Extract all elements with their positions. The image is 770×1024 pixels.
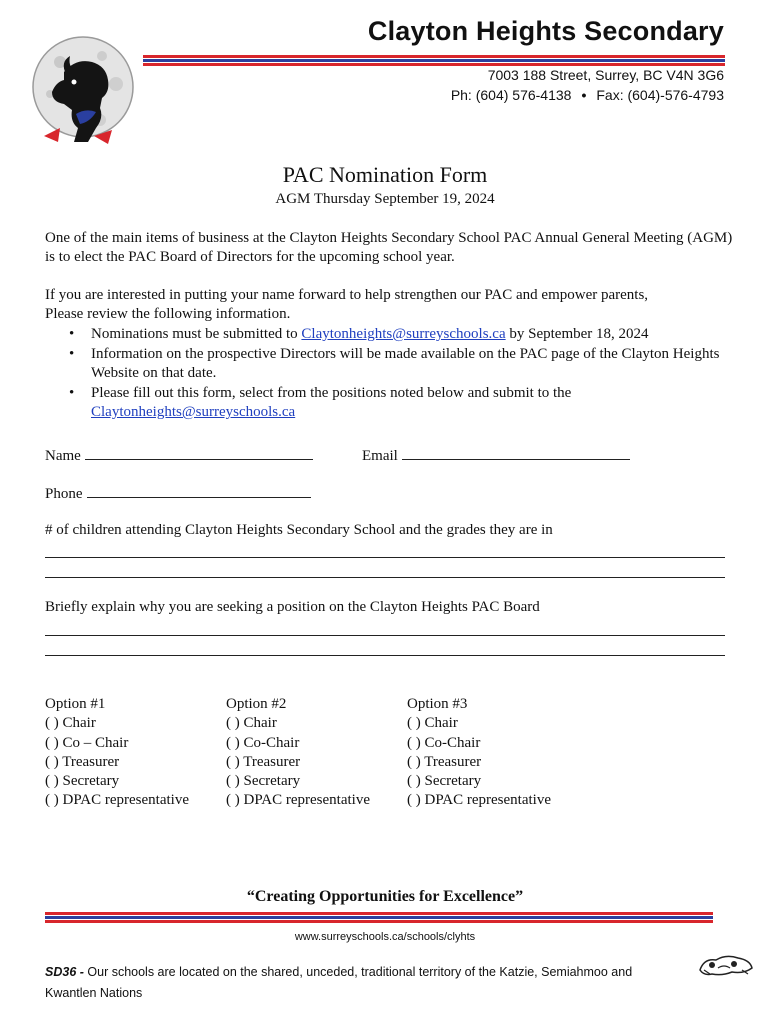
option-co-chair[interactable]: ( ) Co-Chair	[407, 734, 481, 751]
option-heading: Option #3	[407, 696, 468, 712]
option-dpac[interactable]: ( ) DPAC representative	[226, 792, 370, 809]
email-link[interactable]: Claytonheights@surreyschools.ca	[91, 404, 296, 420]
children-input-line-2[interactable]	[45, 577, 725, 578]
phone-number: Ph: (604) 576-4138	[450, 87, 572, 103]
list-item	[66, 384, 736, 423]
territory-acknowledgement	[45, 962, 705, 1004]
info-bullet-list	[66, 325, 736, 423]
phone-label: Phone	[45, 486, 83, 502]
option-1-column	[45, 695, 189, 811]
interest-paragraph	[45, 286, 735, 324]
separator-bullet: •	[581, 87, 587, 103]
school-name: Clayton Heights Secondary	[367, 16, 724, 46]
option-treasurer[interactable]: ( ) Treasurer	[407, 753, 482, 770]
option-secretary[interactable]: ( ) Secretary	[45, 773, 120, 790]
fax-number: Fax: (604)-576-4793	[596, 87, 724, 103]
option-chair[interactable]: ( ) Chair	[407, 715, 458, 732]
form-subtitle: AGM Thursday September 19, 2024	[275, 191, 495, 207]
form-title: PAC Nomination Form	[282, 162, 488, 187]
option-2-column	[226, 695, 370, 811]
interest-line-1: If you are interested in putting your name forward to help strengthen our PAC and empower parents,	[45, 287, 649, 303]
option-3-column	[407, 695, 551, 811]
indigenous-art-icon	[696, 952, 754, 978]
territory-line-2: Kwantlen Nations	[45, 986, 143, 1000]
option-chair[interactable]: ( ) Chair	[226, 715, 277, 732]
moon-horse-logo-icon	[30, 32, 136, 150]
email-field[interactable]	[362, 445, 630, 465]
bullet-text: Please fill out this form, select from the positions noted below and submit to the	[91, 384, 572, 401]
bullet-text: Information on the prospective Directors will be made available on the PAC page of the Clayton Heights Website on that date.	[91, 345, 720, 381]
interest-line-2: Please review the following information.	[45, 306, 291, 322]
name-field[interactable]	[45, 445, 313, 465]
option-co-chair[interactable]: ( ) Co-Chair	[226, 734, 300, 751]
sd36-label: SD36 -	[45, 965, 84, 979]
explain-input-line-1[interactable]	[45, 635, 725, 636]
school-motto: “Creating Opportunities for Excellence”	[246, 888, 524, 905]
email-link[interactable]: Claytonheights@surreyschools.ca	[301, 326, 506, 342]
website-url: www.surreyschools.ca/schools/clyhts	[294, 931, 476, 943]
intro-paragraph: One of the main items of business at the Clayton Heights Secondary School PAC Annual General Meeting (AGM) is to elect the PAC Board of Directors for the upcoming school year.	[45, 230, 733, 265]
phone-input-line[interactable]	[87, 483, 311, 498]
bullet-text: Nominations must be submitted to	[91, 326, 302, 342]
email-input-line[interactable]	[402, 445, 630, 460]
option-treasurer[interactable]: ( ) Treasurer	[226, 753, 301, 770]
name-label: Name	[45, 448, 81, 464]
explain-input-line-2[interactable]	[45, 655, 725, 656]
school-contact	[451, 87, 724, 103]
phone-field[interactable]	[45, 483, 311, 503]
name-input-line[interactable]	[85, 445, 313, 460]
option-treasurer[interactable]: ( ) Treasurer	[45, 753, 120, 770]
option-chair[interactable]: ( ) Chair	[45, 715, 96, 732]
email-label: Email	[362, 448, 398, 464]
children-input-line-1[interactable]	[45, 557, 725, 558]
option-secretary[interactable]: ( ) Secretary	[226, 773, 301, 790]
list-item	[66, 325, 736, 345]
school-address: 7003 188 Street, Surrey, BC V4N 3G6	[487, 67, 724, 83]
bullet-text: by September 18, 2024	[505, 326, 649, 342]
option-heading: Option #2	[226, 696, 287, 712]
option-dpac[interactable]: ( ) DPAC representative	[407, 792, 551, 809]
option-secretary[interactable]: ( ) Secretary	[407, 773, 482, 790]
option-dpac[interactable]: ( ) DPAC representative	[45, 792, 189, 809]
children-label: # of children attending Clayton Heights Secondary School and the grades they are in	[45, 522, 553, 538]
list-item	[66, 345, 736, 384]
option-heading: Option #1	[45, 696, 106, 712]
footer-stripes	[45, 912, 713, 924]
explain-label: Briefly explain why you are seeking a position on the Clayton Heights PAC Board	[45, 599, 540, 615]
option-co-chair[interactable]: ( ) Co – Chair	[45, 734, 129, 751]
header-stripes	[143, 55, 725, 67]
territory-line-1: Our schools are located on the shared, unceded, traditional territory of the Katzie, Semiahmoo and	[87, 965, 633, 979]
